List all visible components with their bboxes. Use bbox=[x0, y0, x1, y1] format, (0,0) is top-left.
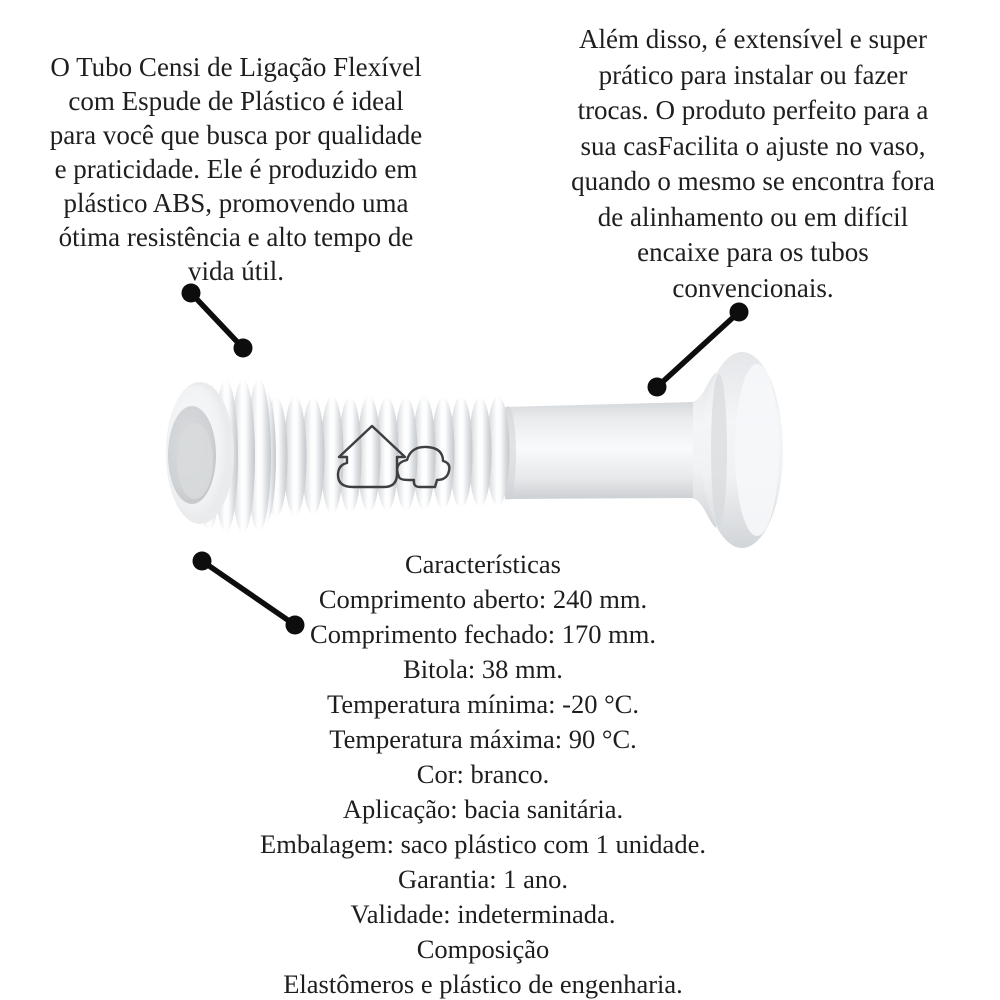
intro-right-line: sua casFacilita o ajuste no vaso, bbox=[580, 130, 926, 161]
smooth-tube bbox=[505, 402, 693, 499]
intro-left-line: vida útil. bbox=[188, 256, 284, 286]
intro-right-line: quando o mesmo se encontra fora bbox=[571, 166, 935, 196]
intro-left-line: ótima resistência e alto tempo de bbox=[58, 222, 414, 252]
composition-value: Elastômeros e plástico de engenharia. bbox=[283, 969, 683, 999]
intro-left-line: para você que busca por qualidade bbox=[49, 120, 423, 150]
spec-item: Bitola: 38 mm. bbox=[403, 654, 563, 684]
callout-top-left bbox=[182, 284, 253, 358]
intro-left-line: plástico ABS, promovendo uma bbox=[63, 188, 409, 218]
spec-item: Temperatura máxima: 90 °C. bbox=[329, 724, 637, 754]
specs-title: Características bbox=[405, 549, 561, 579]
threaded-coupling bbox=[166, 379, 271, 533]
spec-item: Comprimento aberto: 240 mm. bbox=[318, 584, 648, 614]
spec-item: Cor: branco. bbox=[416, 759, 550, 789]
spec-item: Validade: indeterminada. bbox=[350, 899, 616, 929]
intro-left-line: e praticidade. Ele é produzido em bbox=[54, 154, 418, 184]
intro-right-line: encaixe para os tubos bbox=[637, 237, 869, 267]
spec-item: Garantia: 1 ano. bbox=[398, 864, 568, 894]
intro-left-line: O Tubo Censi de Ligação Flexível bbox=[50, 52, 422, 82]
intro-text-left bbox=[6, 50, 466, 288]
intro-left-line: com Espude de Plástico é ideal bbox=[68, 86, 404, 116]
spec-item: Temperatura mínima: -20 °C. bbox=[327, 689, 639, 719]
spud-flange bbox=[691, 352, 783, 548]
intro-right-line: convencionais. bbox=[672, 272, 834, 303]
specs-block bbox=[83, 547, 883, 1000]
intro-right-line: prático para instalar ou fazer bbox=[598, 59, 908, 90]
intro-right-line: de alinhamento ou em difícil bbox=[597, 201, 909, 232]
spec-item: Comprimento fechado: 170 mm. bbox=[310, 619, 656, 649]
intro-right-line: trocas. O produto perfeito para a bbox=[577, 95, 929, 125]
spec-item: Aplicação: bacia sanitária. bbox=[342, 794, 624, 824]
corrugated-ribs bbox=[256, 391, 510, 523]
intro-text-right bbox=[505, 22, 1000, 306]
spec-item: Embalagem: saco plástico com 1 unidade. bbox=[260, 829, 706, 859]
flexible-tube-product bbox=[166, 352, 783, 548]
intro-right-line: Além disso, é extensível e super bbox=[579, 24, 927, 54]
composition-title: Composição bbox=[416, 934, 550, 964]
